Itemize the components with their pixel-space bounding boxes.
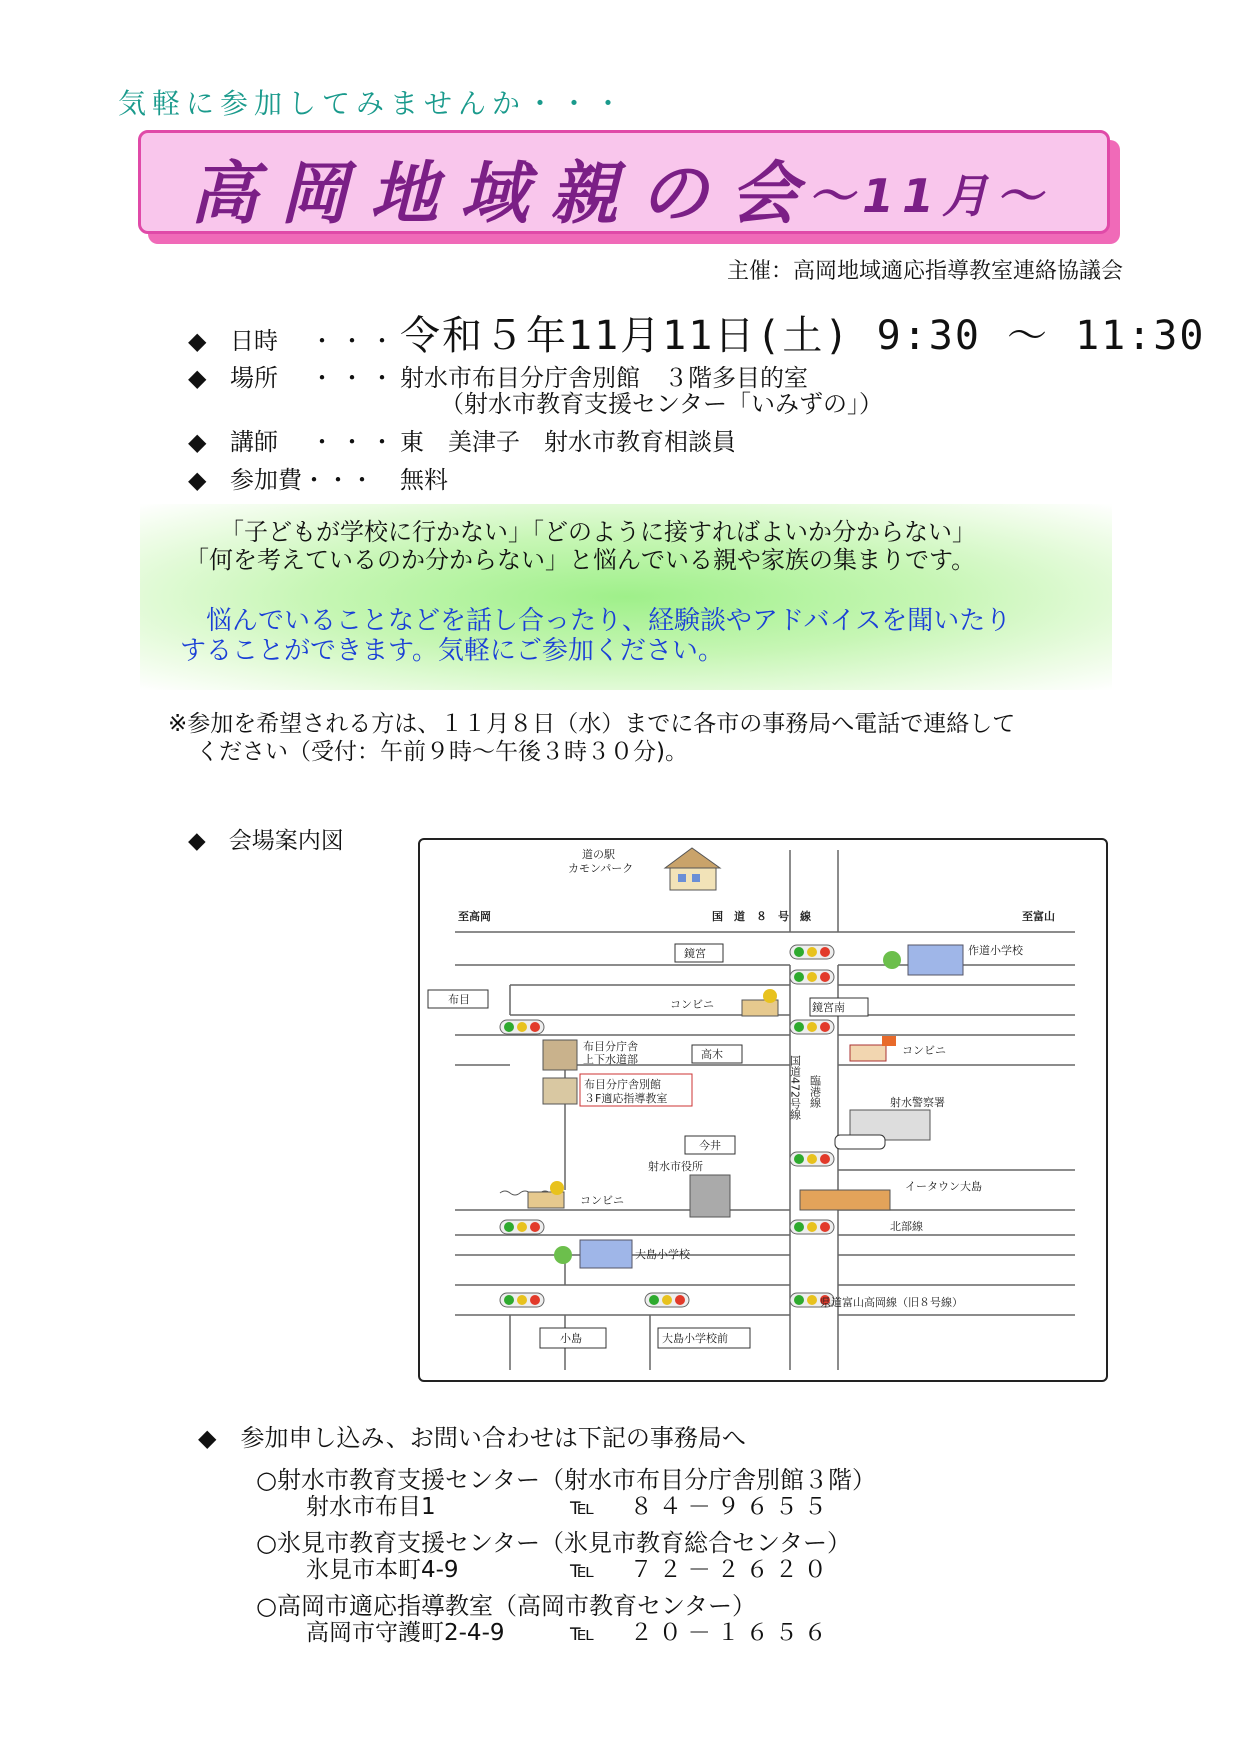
- map-label-to-takaoka: 至高岡: [458, 910, 491, 923]
- map-label-rinko: 臨港線: [808, 1075, 822, 1108]
- diamond-icon: ◆: [188, 428, 207, 456]
- info-lecturer: [188, 422, 736, 457]
- map-label-conv1: コンビニ: [670, 998, 714, 1011]
- map-label-to-toyama: 至富山: [1022, 910, 1055, 923]
- place-value-sub: （射水市教育支援センター「いみずの」）: [440, 390, 884, 418]
- map-label-hokubu: 北部線: [890, 1220, 923, 1233]
- datetime-label: 日時: [230, 327, 278, 355]
- page-title: 高岡地域親の会: [190, 155, 821, 234]
- map-roads: [455, 850, 1075, 1370]
- bunchosha-building-icon: [543, 1040, 577, 1070]
- info-fee: [188, 460, 448, 495]
- map-labels: [428, 848, 1055, 1348]
- lecturer-value: 東 美津子 射水市教育相談員: [400, 428, 736, 456]
- contact-3-address: 高岡市守護町2-4-9: [306, 1620, 505, 1646]
- contact-1-address: 射水市布目1: [306, 1494, 436, 1520]
- traffic-light-icon: [645, 1293, 689, 1307]
- map-heading: ◆ 会場案内図: [188, 828, 344, 854]
- map-label-imai: 今井: [699, 1139, 721, 1152]
- title-month: ～11月～: [808, 169, 1051, 223]
- fee-value: 無料: [400, 466, 448, 494]
- map-label-takagi: 高木: [701, 1048, 723, 1061]
- message-line-1: 「子どもが学校に行かない」「どのように接すればよいか分からない」: [220, 518, 976, 546]
- contact-2-address: 氷見市本町4-9: [306, 1557, 459, 1583]
- diamond-icon: ◆: [188, 327, 207, 355]
- lecturer-dots: ・・・: [310, 428, 400, 456]
- place-value: 射水市布目分庁舎別館 ３階多目的室: [400, 364, 808, 392]
- message-text: [185, 518, 976, 574]
- traffic-light-icon: [790, 1152, 834, 1166]
- message-blue-text: [180, 606, 1011, 666]
- map-label-nunome: 布目: [448, 993, 470, 1006]
- datetime-dots: ・・・: [310, 327, 400, 355]
- datetime-value: 令和５年11月11日(土) 9:30 ～ 11:30: [400, 313, 1206, 359]
- traffic-light-icon: [500, 1220, 544, 1234]
- map-label-route472: 国道472号線: [788, 1055, 802, 1120]
- police-station-icon: [835, 1110, 930, 1149]
- traffic-light-icon: [790, 1220, 834, 1234]
- message-line-2: 「何を考えているのか分からない」と悩んでいる親や家族の集まりです。: [185, 546, 976, 574]
- contact-1-tel: ℡ ８４－９６５５: [570, 1494, 833, 1520]
- map-label-kamisen: カモンパーク: [568, 862, 634, 875]
- map-label-police: 射水警察署: [890, 1096, 945, 1109]
- diamond-icon: ◆: [188, 466, 207, 494]
- map-label-tsukuri-school: 作道小学校: [968, 944, 1023, 957]
- convenience-store-icon: [742, 989, 778, 1016]
- fee-label: 参加費・・・: [230, 466, 374, 494]
- tagline: 気軽に参加してみませんか・・・: [118, 87, 629, 120]
- map-label-annex2: ３F適応指導教室: [584, 1092, 668, 1105]
- map-label-aeon: イータウン大島: [905, 1180, 982, 1193]
- diamond-icon: ◆: [188, 364, 207, 392]
- venue-map: [418, 838, 1108, 1382]
- traffic-light-icon: [500, 1020, 544, 1034]
- note-line-1: ※参加を希望される方は、１１月８日（水）までに各市の事務局へ電話で連絡して: [168, 711, 1016, 737]
- michinoeki-building-icon: [665, 848, 720, 890]
- traffic-light-icon: [790, 970, 834, 984]
- aeon-building-icon: [800, 1190, 890, 1210]
- place-dots: ・・・: [310, 364, 400, 392]
- contact-3-name: ○高岡市適応指導教室（高岡市教育センター）: [256, 1592, 756, 1620]
- map-label-suidobu: 上下水道部: [583, 1053, 638, 1066]
- map-label-oshima-mae: 大島小学校前: [662, 1332, 728, 1345]
- map-label-route8: 国 道 ８ 号 線: [712, 910, 811, 923]
- map-label-michinoeki: 道の駅: [582, 848, 615, 861]
- message-line-3: 悩んでいることなどを話し合ったり、経験談やアドバイスを聞いたり: [206, 606, 1012, 636]
- organizer: 主催：高岡地域適応指導教室連絡協議会: [726, 259, 1123, 284]
- school-building-icon: [883, 945, 963, 975]
- traffic-light-icon: [790, 945, 834, 959]
- convenience-store-icon: [850, 1036, 896, 1061]
- cityhall-building-icon: [690, 1175, 730, 1217]
- map-label-conv2: コンビニ: [902, 1044, 946, 1057]
- place-label: 場所: [230, 364, 278, 392]
- map-label-cityhall: 射水市役所: [648, 1160, 703, 1173]
- contact-3-tel: ℡ ２０－１６５６: [570, 1620, 833, 1646]
- note-line-2: ください（受付：午前９時～午後３時３０分)。: [196, 739, 688, 765]
- contact-2-tel: ℡ ７２－２６２０: [570, 1557, 833, 1583]
- convenience-store-icon: [528, 1181, 564, 1208]
- traffic-light-icon: [790, 1020, 834, 1034]
- annex-building-icon: [543, 1078, 577, 1104]
- map-label-kagamiminami: 鏡宮南: [812, 1001, 845, 1014]
- map-label-bunchosha: 布目分庁舎: [583, 1040, 638, 1053]
- lecturer-label: 講師: [230, 428, 278, 456]
- contact-heading: ◆ 参加申し込み、お問い合わせは下記の事務局へ: [198, 1424, 746, 1452]
- map-svg: [420, 840, 1106, 1380]
- application-note: [168, 710, 1015, 766]
- info-datetime: [188, 304, 1205, 361]
- map-label-annex: 布目分庁舎別館: [584, 1078, 661, 1091]
- map-label-conv3: コンビニ: [580, 1194, 624, 1207]
- map-label-prefroad: 県道富山高岡線（旧８号線）: [820, 1296, 963, 1309]
- contact-1-name: ○射水市教育支援センター（射水市布目分庁舎別館３階）: [256, 1466, 876, 1494]
- contact-2-name: ○氷見市教育支援センター（氷見市教育総合センター）: [256, 1529, 852, 1557]
- map-label-kagami: 鏡宮: [684, 947, 706, 960]
- traffic-light-icon: [500, 1293, 544, 1307]
- map-label-kojima: 小島: [560, 1332, 582, 1345]
- map-label-oshima-school: 大島小学校: [635, 1248, 690, 1261]
- message-line-4: することができます。気軽にご参加ください。: [180, 636, 724, 666]
